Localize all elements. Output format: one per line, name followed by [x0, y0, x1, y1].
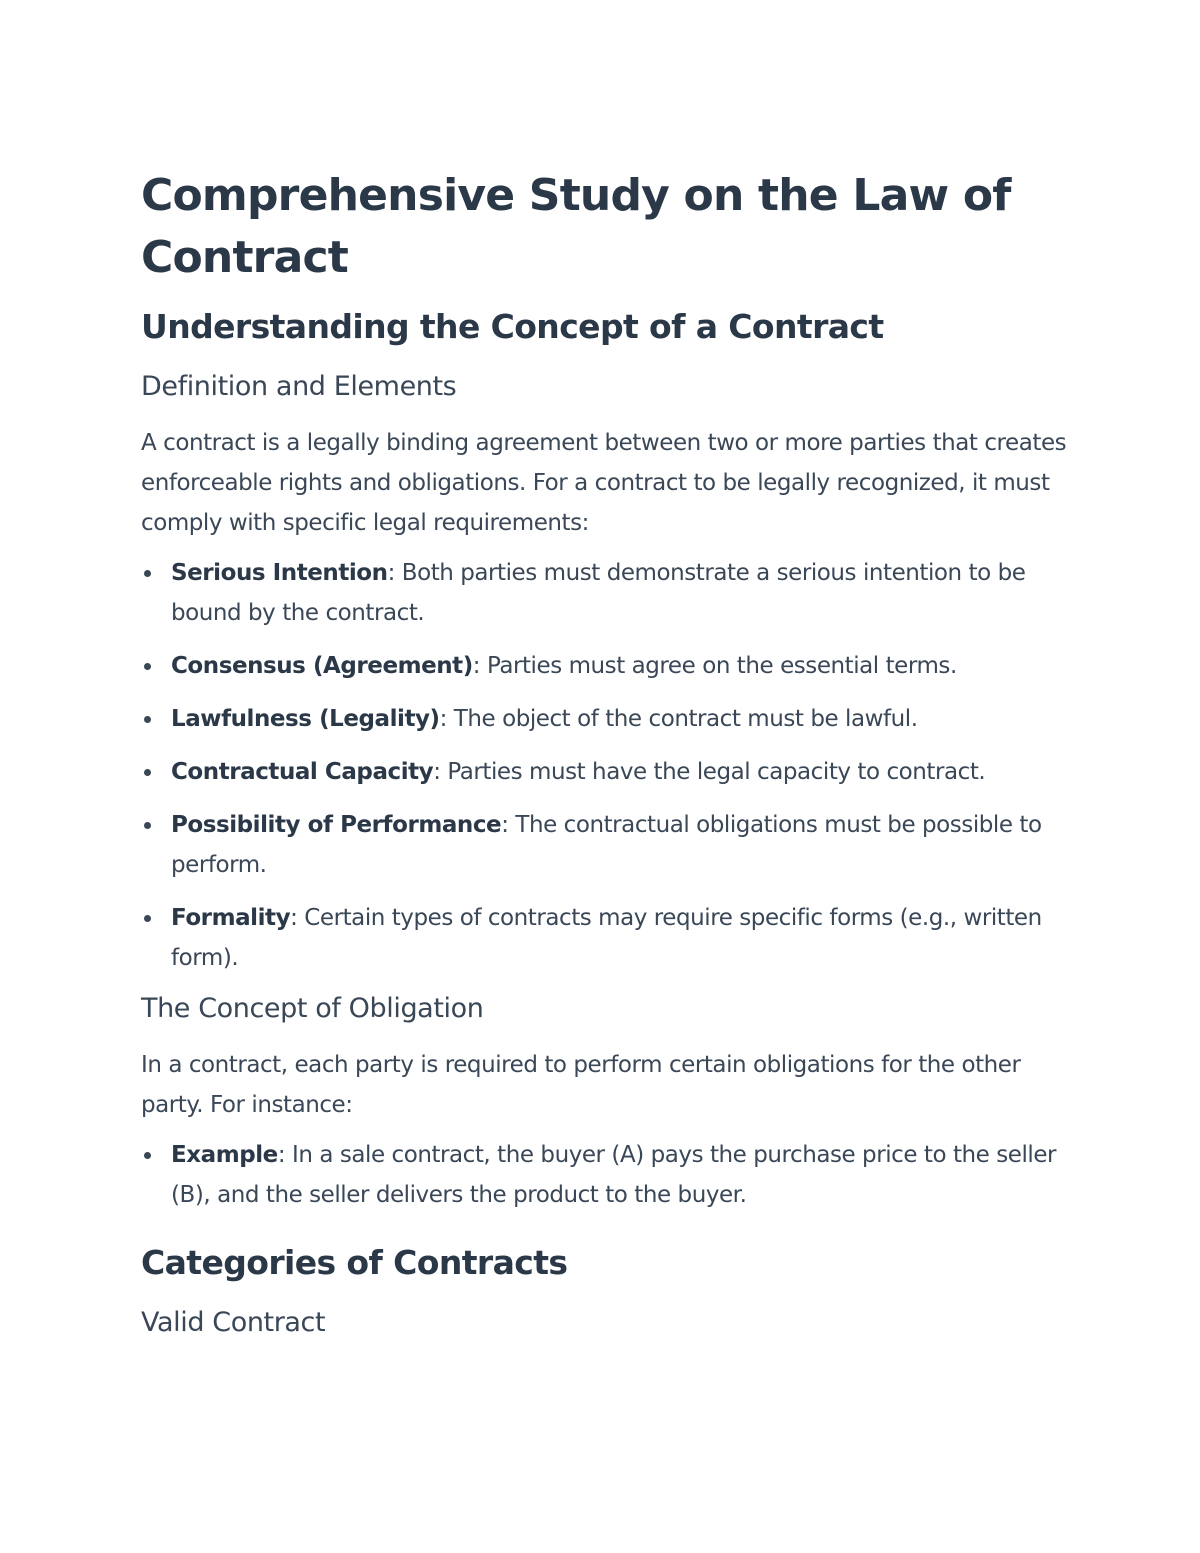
list-item: [141, 752, 1071, 792]
list-item: [141, 699, 1071, 739]
list-item-text: : The contractual obligations must be possible to perform.: [171, 812, 1042, 878]
list-item-text: : Certain types of contracts may require specific forms (e.g., written form).: [171, 905, 1042, 971]
list-item-term: Consensus (Agreement): [171, 653, 473, 679]
subsection-heading-definition: Definition and Elements: [141, 371, 457, 402]
bullet-icon: [144, 769, 151, 776]
list-item-term: Possibility of Performance: [171, 812, 502, 838]
elements-list: [141, 553, 1071, 978]
list-item-text: : In a sale contract, the buyer (A) pays the purchase price to the seller (B), and the seller delivers the product to the buyer.: [171, 1142, 1057, 1208]
list-item-term: Contractual Capacity: [171, 759, 434, 785]
section-heading-categories: Categories of Contracts: [141, 1243, 568, 1282]
document-title: Comprehensive Study on the Law of Contract: [141, 170, 1011, 283]
example-list: [141, 1135, 1071, 1215]
list-item: [141, 1135, 1071, 1215]
list-item-text: : Parties must have the legal capacity to contract.: [433, 759, 986, 785]
document-page: [141, 165, 1071, 1359]
list-item: [141, 553, 1071, 633]
subsection-heading-valid-contract: Valid Contract: [141, 1307, 326, 1338]
list-item-term: Serious Intention: [171, 560, 388, 586]
bullet-icon: [144, 1152, 151, 1159]
list-item-term: Lawfulness (Legality): [171, 706, 440, 732]
list-item: [141, 646, 1071, 686]
bullet-icon: [144, 663, 151, 670]
bullet-icon: [144, 570, 151, 577]
list-item-text: : Parties must agree on the essential terms.: [472, 653, 957, 679]
section-heading-concept: Understanding the Concept of a Contract: [141, 307, 884, 346]
list-item-term: Formality: [171, 905, 291, 931]
bullet-icon: [144, 915, 151, 922]
bullet-icon: [144, 822, 151, 829]
list-item-text: : The object of the contract must be lawful.: [439, 706, 918, 732]
obligation-paragraph: In a contract, each party is required to perform certain obligations for the other party. For instance:: [141, 1052, 1021, 1118]
definition-paragraph: A contract is a legally binding agreement between two or more parties that creates enforceable rights and obligations. For a contract to be legally recognized, it must comply with specific legal requirements:: [141, 430, 1067, 536]
list-item-term: Example: [171, 1142, 278, 1168]
subsection-heading-obligation: The Concept of Obligation: [141, 993, 484, 1024]
list-item: [141, 898, 1071, 978]
list-item: [141, 805, 1071, 885]
bullet-icon: [144, 716, 151, 723]
list-item-text: : Both parties must demonstrate a serious intention to be bound by the contract.: [171, 560, 1026, 626]
